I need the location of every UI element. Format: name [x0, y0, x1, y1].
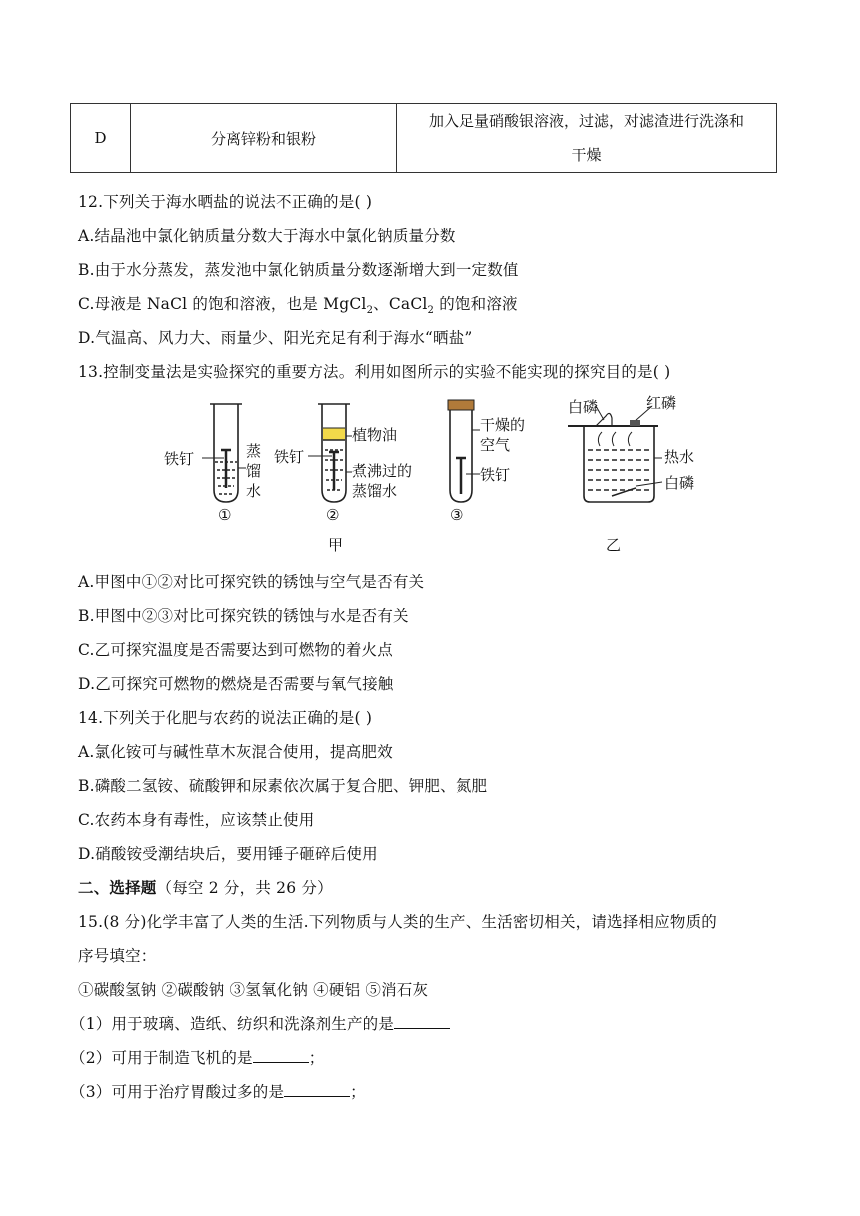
test-tube-2	[308, 404, 352, 502]
section-title: 二、选择题	[78, 878, 157, 897]
separator: 、	[373, 295, 389, 313]
label-boiled-2: 蒸馏水	[352, 482, 398, 500]
q13-option-d: D.乙可探究可燃物的燃烧是否需要与氧气接触	[78, 675, 394, 693]
label-dry-2: 空气	[480, 436, 511, 454]
q15-choices: ①碳酸氢钠 ②碳酸钠 ③氢氧化钠 ④硬铝 ⑤消石灰	[78, 981, 429, 999]
q12-option-d: D.气温高、风力大、雨量少、阳光充足有利于海水“晒盐”	[78, 329, 473, 347]
q12-option-c-prefix: C.母液是 NaCl 的饱和溶液，也是	[78, 295, 324, 313]
section-heading	[78, 876, 333, 898]
q15-sub-1	[70, 1012, 450, 1034]
q15-sub-1-text: （1）用于玻璃、造纸、纺织和洗涤剂生产的是	[70, 1015, 395, 1033]
q15-stem-line-2: 序号填空：	[78, 947, 157, 965]
q13-option-c: C.乙可探究温度是否需要达到可燃物的着火点	[78, 641, 393, 659]
q14-option-a: A.氯化铵可与碱性草木灰混合使用，提高肥效	[78, 743, 393, 761]
options-table	[70, 103, 777, 173]
answer-blank-1[interactable]	[394, 1014, 450, 1029]
q14-option-c: C.农药本身有毒性，应该禁止使用	[78, 811, 315, 829]
q15-sub-3-text: （3）可用于治疗胃酸过多的是	[70, 1083, 285, 1101]
label-white-phosphorus-bottom: 白磷	[664, 474, 695, 492]
label-plant-oil: 植物油	[352, 426, 398, 444]
formula-mgcl2: MgCl$_2$	[323, 295, 374, 317]
q12-stem: 12.下列关于海水晒盐的说法不正确的是( )	[78, 193, 373, 211]
label-iron-nail-1: 铁钉	[164, 450, 195, 468]
method-line-2: 干燥	[571, 146, 602, 164]
table-cell-method	[397, 104, 777, 173]
q15-sub-3	[70, 1080, 366, 1102]
q15-sub-2	[70, 1046, 324, 1068]
answer-blank-2[interactable]	[253, 1048, 309, 1063]
q14-stem: 14.下列关于化肥与农药的说法正确的是( )	[78, 709, 373, 727]
table-row	[71, 104, 777, 173]
q15-sub-3-end: ；	[350, 1083, 366, 1101]
answer-blank-3[interactable]	[284, 1082, 350, 1097]
q12-option-c	[78, 292, 518, 316]
label-group-jia: 甲	[328, 536, 344, 554]
q12-option-c-suffix: 的饱和溶液	[434, 295, 518, 313]
q14-option-b: B.磷酸二氢铵、硫酸钾和尿素依次属于复合肥、钾肥、氮肥	[78, 777, 488, 795]
label-hot-water: 热水	[664, 448, 695, 466]
q13-option-a: A.甲图中①②对比可探究铁的锈蚀与空气是否有关	[78, 573, 425, 591]
q12-option-b: B.由于水分蒸发，蒸发池中氯化钠质量分数逐渐增大到一定数值	[78, 261, 519, 279]
label-distilled-2: 馏	[246, 462, 262, 480]
formula-cacl2: CaCl$_2$	[388, 295, 435, 317]
q13-option-b: B.甲图中②③对比可探究铁的锈蚀与水是否有关	[78, 607, 409, 625]
label-red-phosphorus: 红磷	[646, 394, 677, 412]
q15-sub-2-text: （2）可用于制造飞机的是	[70, 1049, 253, 1067]
q13-stem: 13.控制变量法是实验探究的重要方法。利用如图所示的实验不能实现的探究目的是( )	[78, 363, 671, 381]
label-boiled-1: 煮沸过的	[352, 462, 413, 480]
q14-option-d: D.硝酸铵受潮结块后，要用锤子砸碎后使用	[78, 845, 378, 863]
method-line-1: 加入足量硝酸银溶液，过滤，对滤渣进行洗涤和	[428, 112, 744, 130]
beaker	[568, 406, 662, 502]
label-iron-nail-2: 铁钉	[274, 448, 305, 466]
test-tube-3	[448, 400, 480, 502]
label-tube-3: ③	[450, 506, 464, 524]
label-group-yi: 乙	[606, 536, 622, 554]
section-note: （每空 2 分，共 26 分）	[156, 879, 333, 897]
label-distilled-3: 水	[246, 482, 262, 500]
label-iron-nail-3: 铁钉	[480, 466, 511, 484]
label-tube-2: ②	[326, 506, 340, 524]
test-tube-1	[202, 404, 246, 502]
experiment-figure	[0, 390, 860, 562]
label-white-phosphorus-top: 白磷	[568, 398, 599, 416]
q15-sub-2-end: ；	[308, 1049, 325, 1067]
label-dry-1: 干燥的	[480, 416, 526, 434]
table-cell-purpose: 分离锌粉和银粉	[131, 104, 397, 173]
q15-stem-line-1: 15.(8 分)化学丰富了人类的生活.下列物质与人类的生产、生活密切相关，请选择相应物质的	[78, 913, 717, 931]
label-tube-1: ①	[218, 506, 232, 524]
table-cell-option: D	[71, 104, 131, 173]
q12-option-a: A.结晶池中氯化钠质量分数大于海水中氯化钠质量分数	[78, 227, 456, 245]
label-distilled-1: 蒸	[246, 442, 262, 460]
